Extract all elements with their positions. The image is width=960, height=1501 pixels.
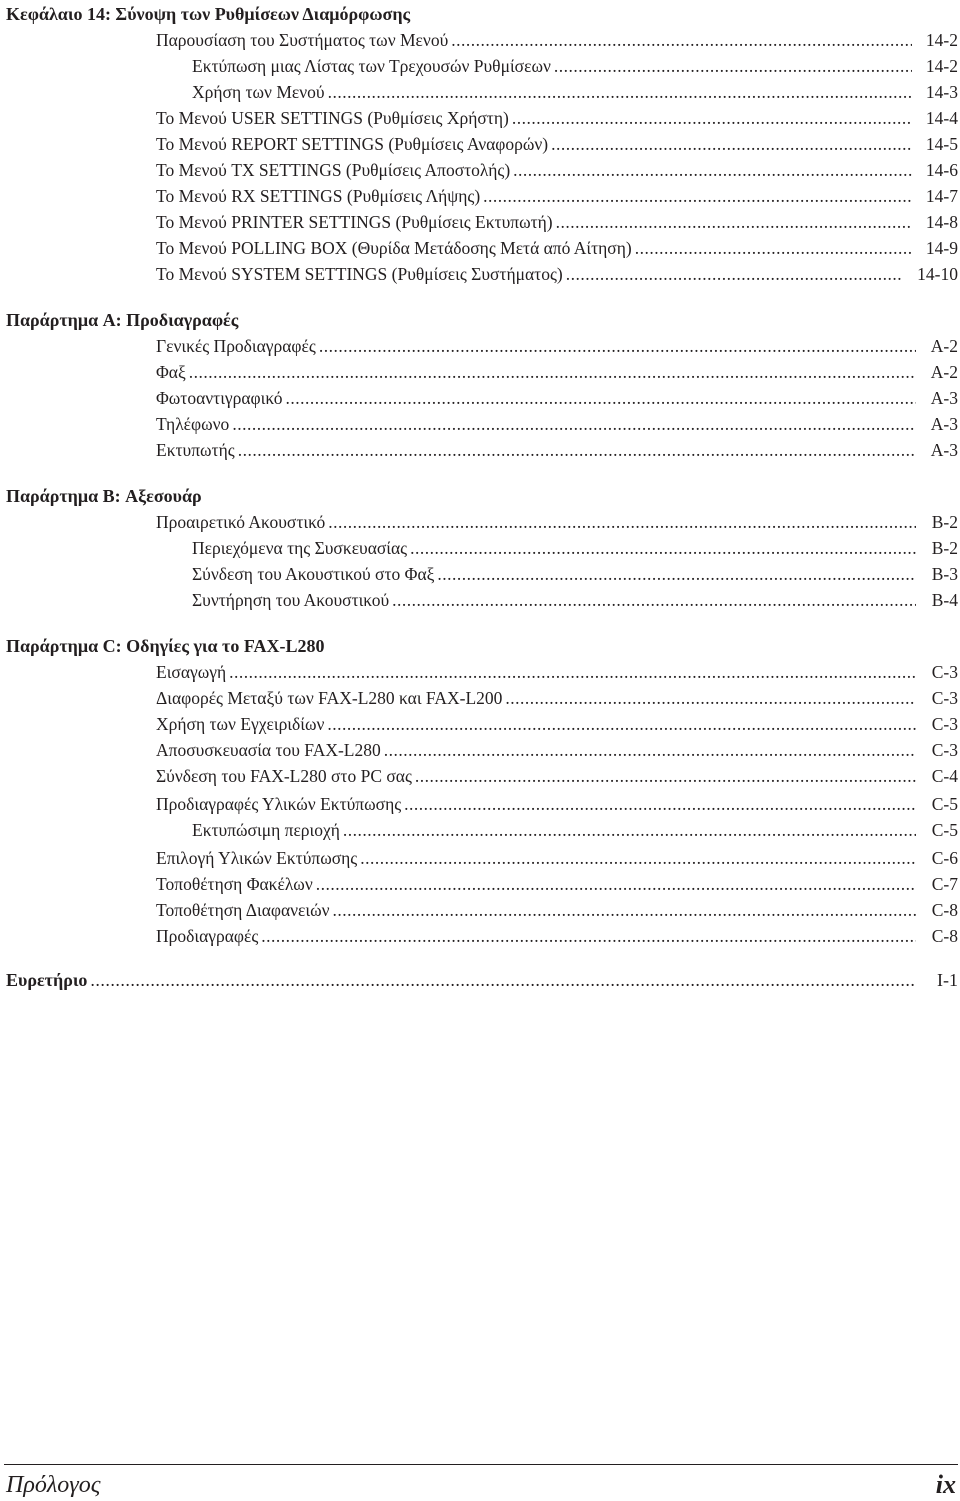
dot-leader — [327, 712, 916, 736]
toc-entry[interactable] — [156, 158, 958, 182]
dot-leader — [410, 536, 916, 560]
toc-entry[interactable] — [192, 562, 958, 586]
toc-entry-page: 14-8 — [925, 212, 958, 232]
toc-entry[interactable] — [156, 764, 958, 788]
dot-leader — [360, 846, 916, 870]
toc-entry-title: Το Μενού USER SETTINGS (Ρυθμίσεις Χρήστη) — [156, 108, 509, 128]
dot-leader — [437, 562, 916, 586]
toc-entry[interactable] — [156, 792, 958, 816]
toc-entry-page: 14-3 — [925, 82, 958, 102]
toc-entry-page: C-7 — [931, 874, 958, 894]
toc-entry-title: Περιεχόμενα της Συσκευασίας — [192, 538, 408, 558]
dot-leader — [261, 924, 916, 948]
dot-leader — [404, 792, 916, 816]
toc-entry-title: Προαιρετικό Ακουστικό — [156, 512, 326, 532]
toc-entry-page: B-3 — [931, 564, 958, 584]
toc-entry[interactable] — [156, 412, 958, 436]
toc-entry-page: C-5 — [931, 794, 958, 814]
toc-entry-title: Επιλογή Υλικών Εκτύπωσης — [156, 848, 358, 868]
toc-entry-page: C-3 — [931, 688, 958, 708]
toc-entry[interactable] — [156, 386, 958, 410]
toc-entry[interactable] — [156, 924, 958, 948]
dot-leader — [189, 360, 916, 384]
toc-entry-page: C-8 — [931, 926, 958, 946]
toc-entry-title: Προδιαγραφές Υλικών Εκτύπωσης — [156, 794, 402, 814]
footer-page-number: ix — [935, 1470, 956, 1499]
toc-entry[interactable] — [192, 54, 958, 78]
toc-entry[interactable] — [192, 80, 958, 104]
toc-entry[interactable] — [156, 738, 958, 762]
toc-entry[interactable] — [192, 818, 958, 842]
toc-section-heading: Παράρτημα A: Προδιαγραφές — [6, 310, 239, 330]
toc-entry[interactable] — [156, 184, 958, 208]
toc-entry[interactable] — [156, 28, 958, 52]
toc-entry-page: 14-4 — [925, 108, 958, 128]
toc-entry-title: Σύνδεση του Ακουστικού στο Φαξ — [192, 564, 435, 584]
toc-section-heading: Κεφάλαιο 14: Σύνοψη των Ρυθμίσεων Διαμόρφωσης — [6, 4, 411, 24]
toc-entry[interactable] — [192, 536, 958, 560]
dot-leader — [90, 968, 916, 992]
dot-leader — [554, 54, 912, 78]
toc-entry-page: C-4 — [931, 766, 958, 786]
toc-entry-title: Το Μενού POLLING BOX (Θυρίδα Μετάδοσης Μετά από Αίτηση) — [156, 238, 632, 258]
toc-entry[interactable] — [156, 438, 958, 462]
toc-entry[interactable] — [156, 712, 958, 736]
toc-section-heading: Παράρτημα C: Οδηγίες για το FAX-L280 — [6, 636, 325, 656]
dot-leader — [556, 210, 912, 234]
toc-entry-page: C-6 — [931, 848, 958, 868]
toc-entry[interactable] — [192, 588, 958, 612]
toc-entry[interactable] — [156, 660, 958, 684]
dot-leader — [505, 686, 916, 710]
toc-entry[interactable] — [156, 132, 958, 156]
dot-leader — [333, 898, 916, 922]
toc-entry-title: Σύνδεση του FAX-L280 στο PC σας — [156, 766, 412, 786]
dot-leader — [343, 818, 916, 842]
toc-entry-title: Φωτοαντιγραφικό — [156, 388, 283, 408]
toc-entry-title: Συντήρηση του Ακουστικού — [192, 590, 390, 610]
toc-entry-title: Εισαγωγή — [156, 662, 227, 682]
toc-entry-title: Χρήση των Μενού — [192, 82, 325, 102]
toc-entry-page: 14-5 — [925, 134, 958, 154]
dot-leader — [635, 236, 912, 260]
dot-leader — [513, 158, 912, 182]
dot-leader — [286, 386, 916, 410]
toc-entry-page: B-2 — [931, 538, 958, 558]
dot-leader — [451, 28, 912, 52]
toc-entry-page: A-3 — [930, 440, 958, 460]
toc-entry-page: B-4 — [931, 590, 958, 610]
toc-entry-title: Εκτυπωτής — [156, 440, 235, 460]
toc-entry-page: 14-7 — [925, 186, 958, 206]
toc-entry-title: Παρουσίαση του Συστήματος των Μενού — [156, 30, 449, 50]
toc-entry-title: Αποσυσκευασία του FAX-L280 — [156, 740, 381, 760]
toc-entry[interactable] — [156, 898, 958, 922]
toc-entry-page: C-3 — [931, 662, 958, 682]
toc-entry-title: Το Μενού SYSTEM SETTINGS (Ρυθμίσεις Συστήματος) — [156, 264, 563, 284]
toc-entry-page: I-1 — [937, 970, 958, 990]
toc-entry[interactable] — [156, 510, 958, 534]
toc-entry-title: Γενικές Προδιαγραφές — [156, 336, 316, 356]
dot-leader — [328, 510, 916, 534]
dot-leader — [483, 184, 912, 208]
toc-entry[interactable] — [156, 360, 958, 384]
toc-entry-page: C-8 — [931, 900, 958, 920]
toc-entry-page: 14-6 — [925, 160, 958, 180]
toc-entry-title: Το Μενού PRINTER SETTINGS (Ρυθμίσεις Εκτυπωτή) — [156, 212, 553, 232]
toc-entry-page: C-5 — [931, 820, 958, 840]
toc-section-heading: Παράρτημα B: Αξεσουάρ — [6, 486, 202, 506]
toc-entry-title: Εκτύπωση μιας Λίστας των Τρεχουσών Ρυθμίσεων — [192, 56, 551, 76]
dot-leader — [238, 438, 916, 462]
toc-entry-title: Το Μενού RX SETTINGS (Ρυθμίσεις Λήψης) — [156, 186, 481, 206]
toc-entry-title: Τοποθέτηση Φακέλων — [156, 874, 313, 894]
dot-leader — [319, 334, 916, 358]
footer-divider — [4, 1464, 958, 1465]
toc-entry-page: 14-9 — [925, 238, 958, 258]
toc-entry-page: C-3 — [931, 740, 958, 760]
dot-leader — [566, 262, 903, 286]
dot-leader — [384, 738, 916, 762]
toc-entry[interactable] — [156, 872, 958, 896]
toc-entry-page: A-2 — [930, 336, 958, 356]
toc-entry-title: Τοποθέτηση Διαφανειών — [156, 900, 330, 920]
toc-entry-page: 14-2 — [925, 56, 958, 76]
toc-entry-title: Το Μενού REPORT SETTINGS (Ρυθμίσεις Αναφορών) — [156, 134, 549, 154]
toc-entry-title: Φαξ — [156, 362, 186, 382]
toc-entry-page: A-3 — [930, 388, 958, 408]
dot-leader — [392, 588, 916, 612]
footer-section-title: Πρόλογος — [6, 1472, 101, 1498]
toc-entry[interactable] — [156, 210, 958, 234]
dot-leader — [328, 80, 912, 104]
toc-entry[interactable] — [156, 236, 958, 260]
toc-entry-title: Τηλέφωνο — [156, 414, 230, 434]
toc-entry[interactable] — [156, 686, 958, 710]
toc-entry[interactable] — [156, 262, 958, 286]
toc-entry-title: Χρήση των Εγχειριδίων — [156, 714, 325, 734]
dot-leader — [316, 872, 916, 896]
toc-entry[interactable] — [156, 334, 958, 358]
dot-leader — [551, 132, 912, 156]
toc-entry-title: Διαφορές Μεταξύ των FAX-L280 και FAX-L200 — [156, 688, 503, 708]
dot-leader — [415, 764, 916, 788]
toc-entry-title: Προδιαγραφές — [156, 926, 259, 946]
toc-entry[interactable] — [6, 968, 958, 992]
toc-entry-title: Ευρετήριο — [6, 970, 88, 990]
toc-entry[interactable] — [156, 846, 958, 870]
toc-entry-page: A-3 — [930, 414, 958, 434]
toc-entry-title: Εκτυπώσιμη περιοχή — [192, 820, 340, 840]
dot-leader — [229, 660, 916, 684]
toc-entry-page: 14-2 — [925, 30, 958, 50]
dot-leader — [512, 106, 912, 130]
toc-entry-page: A-2 — [930, 362, 958, 382]
toc-entry-page: B-2 — [931, 512, 958, 532]
toc-entry-page: 14-10 — [917, 264, 958, 284]
dot-leader — [232, 412, 916, 436]
toc-entry-title: Το Μενού TX SETTINGS (Ρυθμίσεις Αποστολής) — [156, 160, 511, 180]
toc-entry[interactable] — [156, 106, 958, 130]
toc-entry-page: C-3 — [931, 714, 958, 734]
